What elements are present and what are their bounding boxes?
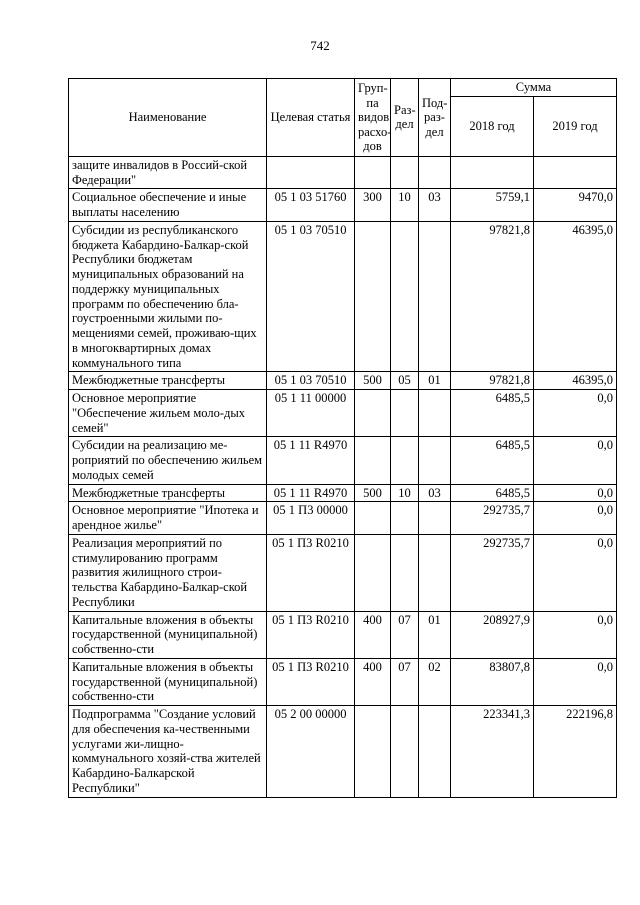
row-name: Межбюджетные трансферты: [69, 484, 267, 502]
row-group: 400: [355, 611, 391, 658]
row-section: [391, 706, 419, 798]
row-target-code: 05 1 П3 R0210: [267, 658, 355, 705]
row-name: Подпрограмма "Создание условий для обеспечения ка-чественными услугами жи-лищно-коммунального хозяй-ства жителей Кабардино-Балкарской Республики": [69, 706, 267, 798]
row-sum-2019: 0,0: [534, 484, 617, 502]
row-section: [391, 390, 419, 437]
table-body: [69, 156, 617, 797]
budget-table: [68, 78, 617, 798]
row-name: Капитальные вложения в объекты государственной (муниципальной) собственно-сти: [69, 611, 267, 658]
row-name: Реализация мероприятий по стимулированию программ развития жилищного строи-тельства Кабардино-Балкар-ской Республики: [69, 534, 267, 611]
row-sum-2019: 0,0: [534, 611, 617, 658]
table-row: [69, 706, 617, 798]
row-sum-2018: 5759,1: [451, 189, 534, 222]
row-sum-2018: 208927,9: [451, 611, 534, 658]
header-sum: Сумма: [451, 79, 617, 97]
table-row: [69, 189, 617, 222]
row-sum-2018: 83807,8: [451, 658, 534, 705]
row-sum-2019: 46395,0: [534, 372, 617, 390]
row-section: [391, 221, 419, 372]
table-row: [69, 658, 617, 705]
row-group: 400: [355, 658, 391, 705]
row-group: [355, 706, 391, 798]
row-name: Социальное обеспечение и иные выплаты населению: [69, 189, 267, 222]
table-row: [69, 437, 617, 484]
row-name: Субсидии из республиканского бюджета Кабардино-Балкар-ской Республики бюджетам муниципальных образований на поддержку муниципальных программ по обеспечению бла-гоустроенными жилыми по-мещениями семей, проживаю-щих в многоквартирных домах коммунального типа: [69, 221, 267, 372]
row-name: Основное мероприятие "Обеспечение жильем моло-дых семей": [69, 390, 267, 437]
row-sum-2018: 6485,5: [451, 484, 534, 502]
row-sum-2019: 0,0: [534, 390, 617, 437]
row-group: [355, 502, 391, 535]
row-subsection: 01: [419, 372, 451, 390]
page-number: 742: [310, 38, 330, 53]
row-sum-2019: 46395,0: [534, 221, 617, 372]
header-year-2019: 2019 год: [534, 96, 617, 156]
row-sum-2018: 6485,5: [451, 437, 534, 484]
row-subsection: [419, 390, 451, 437]
row-sum-2019: 9470,0: [534, 189, 617, 222]
header-year-2018: 2018 год: [451, 96, 534, 156]
table-row: [69, 534, 617, 611]
row-group: 500: [355, 484, 391, 502]
row-sum-2018: [451, 156, 534, 189]
row-name: Капитальные вложения в объекты государственной (муниципальной) собственно-сти: [69, 658, 267, 705]
row-group: 300: [355, 189, 391, 222]
row-target-code: 05 2 00 00000: [267, 706, 355, 798]
row-target-code: 05 1 11 00000: [267, 390, 355, 437]
row-subsection: [419, 156, 451, 189]
row-sum-2018: 223341,3: [451, 706, 534, 798]
row-subsection: [419, 221, 451, 372]
row-target-code: 05 1 03 51760: [267, 189, 355, 222]
row-subsection: [419, 534, 451, 611]
row-group: [355, 156, 391, 189]
row-group: [355, 534, 391, 611]
row-subsection: [419, 437, 451, 484]
row-section: 10: [391, 484, 419, 502]
table-row: [69, 502, 617, 535]
table-row: [69, 611, 617, 658]
row-target-code: 05 1 11 R4970: [267, 437, 355, 484]
row-sum-2018: 97821,8: [451, 372, 534, 390]
row-sum-2019: 0,0: [534, 502, 617, 535]
table-row: [69, 156, 617, 189]
row-subsection: 03: [419, 484, 451, 502]
row-group: [355, 390, 391, 437]
row-target-code: 05 1 03 70510: [267, 372, 355, 390]
header-group: Груп-па видов расхо-дов: [355, 79, 391, 157]
row-target-code: [267, 156, 355, 189]
row-sum-2019: 0,0: [534, 658, 617, 705]
row-section: 07: [391, 658, 419, 705]
row-subsection: [419, 502, 451, 535]
row-name: Межбюджетные трансферты: [69, 372, 267, 390]
row-subsection: 02: [419, 658, 451, 705]
row-name: Основное мероприятие "Ипотека и арендное жилье": [69, 502, 267, 535]
row-sum-2018: 6485,5: [451, 390, 534, 437]
row-sum-2019: 0,0: [534, 437, 617, 484]
row-section: [391, 437, 419, 484]
row-group: 500: [355, 372, 391, 390]
row-target-code: 05 1 П3 R0210: [267, 611, 355, 658]
row-sum-2019: 222196,8: [534, 706, 617, 798]
row-section: [391, 156, 419, 189]
table-header: [69, 79, 617, 157]
row-sum-2018: 97821,8: [451, 221, 534, 372]
row-sum-2019: 0,0: [534, 534, 617, 611]
table-row: [69, 484, 617, 502]
row-group: [355, 221, 391, 372]
header-name: Наименование: [69, 79, 267, 157]
row-section: 10: [391, 189, 419, 222]
row-target-code: 05 1 П3 R0210: [267, 534, 355, 611]
header-subsection: Под-раз-дел: [419, 79, 451, 157]
row-name: Субсидии на реализацию ме-роприятий по обеспечению жильем молодых семей: [69, 437, 267, 484]
table-row: [69, 390, 617, 437]
row-name: защите инвалидов в Россий-ской Федерации": [69, 156, 267, 189]
header-target: Целевая статья: [267, 79, 355, 157]
row-section: [391, 502, 419, 535]
row-target-code: 05 1 03 70510: [267, 221, 355, 372]
row-subsection: [419, 706, 451, 798]
row-subsection: 03: [419, 189, 451, 222]
row-subsection: 01: [419, 611, 451, 658]
table-row: [69, 221, 617, 372]
row-section: 05: [391, 372, 419, 390]
row-group: [355, 437, 391, 484]
row-target-code: 05 1 11 R4970: [267, 484, 355, 502]
table-row: [69, 372, 617, 390]
row-target-code: 05 1 П3 00000: [267, 502, 355, 535]
row-section: 07: [391, 611, 419, 658]
row-section: [391, 534, 419, 611]
row-sum-2019: [534, 156, 617, 189]
row-sum-2018: 292735,7: [451, 534, 534, 611]
row-sum-2018: 292735,7: [451, 502, 534, 535]
header-section: Раз-дел: [391, 79, 419, 157]
